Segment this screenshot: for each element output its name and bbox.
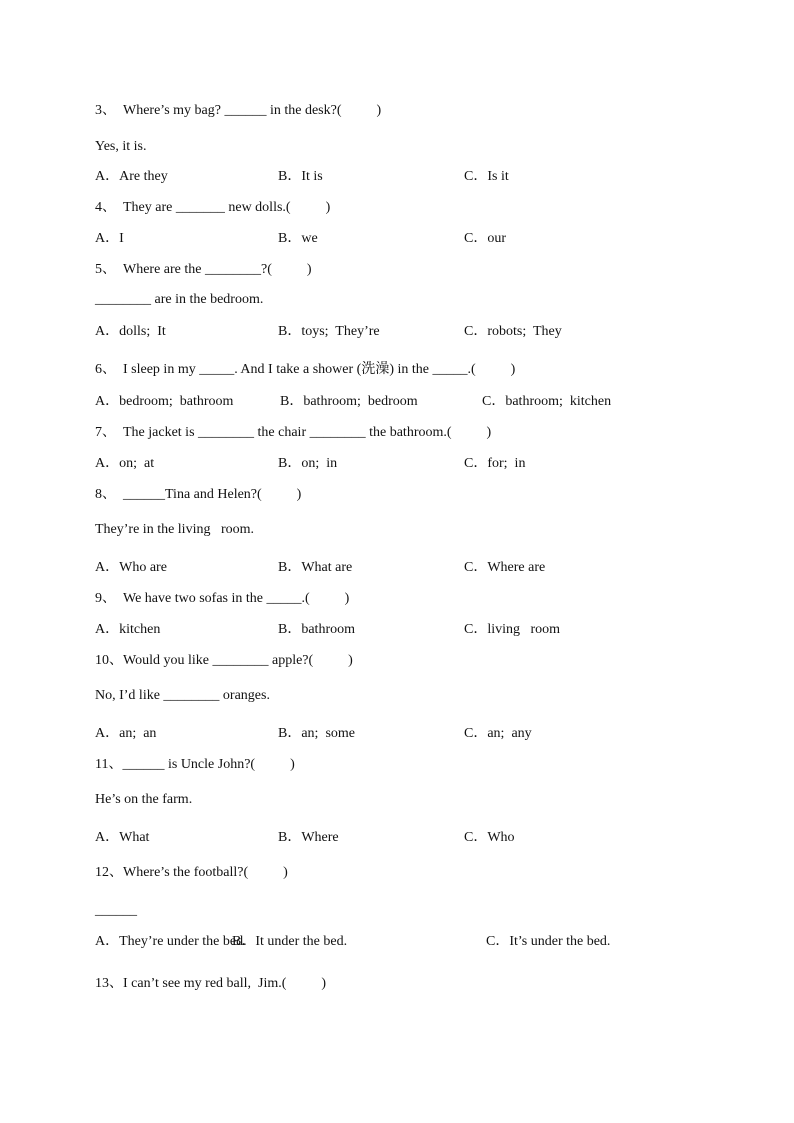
question-7-option-a: A．on; at xyxy=(95,456,155,471)
question-4-stem: 4、 They are _______ new dolls.( ) xyxy=(95,200,331,215)
question-4-option-c: C．our xyxy=(464,231,506,246)
question-5-answer: ________ are in the bedroom. xyxy=(95,292,264,307)
question-12-answer-blank: ______ xyxy=(95,903,137,918)
question-6-option-c: C．bathroom; kitchen xyxy=(482,394,612,409)
question-10-answer: No, I’d like ________ oranges. xyxy=(95,688,270,703)
question-9-option-c: C．living room xyxy=(464,622,561,637)
question-3-option-c: C．Is it xyxy=(464,169,509,184)
question-10-option-b: B．an; some xyxy=(278,726,355,741)
question-3-option-b: B．It is xyxy=(278,169,323,184)
question-12-option-c: C．It’s under the bed. xyxy=(486,934,611,949)
question-8-option-c: C．Where are xyxy=(464,560,546,575)
question-5-option-c: C．robots; They xyxy=(464,324,562,339)
question-3-option-a: A．Are they xyxy=(95,169,168,184)
question-4-option-b: B．we xyxy=(278,231,318,246)
question-11-option-c: C．Who xyxy=(464,830,515,845)
question-11-option-b: B．Where xyxy=(278,830,339,845)
question-5-option-a: A．dolls; It xyxy=(95,324,166,339)
question-8-option-b: B．What are xyxy=(278,560,353,575)
question-5-option-b: B．toys; They’re xyxy=(278,324,380,339)
question-8-answer: They’re in the living room. xyxy=(95,522,255,537)
question-9-option-a: A．kitchen xyxy=(95,622,161,637)
question-12-stem: 12、Where’s the football?( ) xyxy=(95,865,288,880)
question-6-option-a: A．bedroom; bathroom xyxy=(95,394,234,409)
question-8-option-a: A．Who are xyxy=(95,560,167,575)
question-13-stem: 13、I can’t see my red ball, Jim.( ) xyxy=(95,976,327,991)
question-7-option-c: C．for; in xyxy=(464,456,526,471)
question-11-stem: 11、______ is Uncle John?( ) xyxy=(95,757,295,772)
question-10-option-c: C．an; any xyxy=(464,726,532,741)
question-8-stem: 8、 ______Tina and Helen?( ) xyxy=(95,487,302,502)
question-7-stem: 7、 The jacket is ________ the chair ________ the bathroom.( ) xyxy=(95,425,492,440)
question-5-stem: 5、 Where are the ________?( ) xyxy=(95,262,312,277)
question-9-option-b: B．bathroom xyxy=(278,622,355,637)
question-11-option-a: A．What xyxy=(95,830,150,845)
question-11-answer: He’s on the farm. xyxy=(95,792,193,807)
question-7-option-b: B．on; in xyxy=(278,456,338,471)
question-3-stem: 3、 Where’s my bag? ______ in the desk?( ) xyxy=(95,103,382,118)
question-10-option-a: A．an; an xyxy=(95,726,157,741)
question-12-option-b: B．It under the bed. xyxy=(232,934,348,949)
question-6-option-b: B．bathroom; bedroom xyxy=(280,394,418,409)
question-4-option-a: A．I xyxy=(95,231,124,246)
question-12-option-a: A．They’re under the bed. xyxy=(95,934,247,949)
question-10-stem: 10、Would you like ________ apple?( ) xyxy=(95,653,353,668)
question-9-stem: 9、 We have two sofas in the _____.( ) xyxy=(95,591,350,606)
question-6-stem: 6、 I sleep in my _____. And I take a shower (洗澡) in the _____.( ) xyxy=(95,362,516,377)
question-3-answer: Yes, it is. xyxy=(95,139,147,154)
